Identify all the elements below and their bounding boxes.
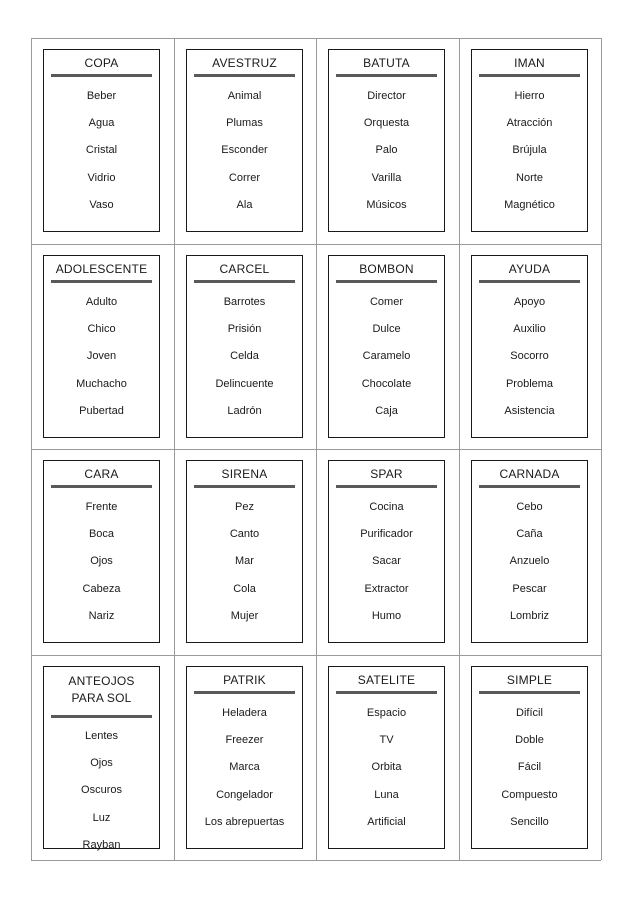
grid-row-line [31, 655, 601, 656]
card-title: SATELITE [357, 673, 416, 687]
title-underline [336, 74, 437, 77]
card-word: Extractor [364, 582, 409, 595]
card-word: Cristal [85, 144, 118, 157]
title-underline [194, 280, 295, 283]
title-underline [51, 280, 152, 283]
card [186, 255, 303, 438]
card-word-list [187, 500, 302, 636]
card [186, 666, 303, 849]
card-word-list [187, 295, 302, 431]
card-word: Lombriz [509, 609, 550, 622]
card-word: Caja [375, 404, 398, 417]
card-word: Director [367, 90, 406, 102]
card-word: Humo [371, 609, 402, 622]
card-word: Nariz [88, 609, 115, 622]
card-word: Sencillo [510, 815, 549, 828]
card-word: Mujer [230, 609, 259, 622]
card-word: Ladrón [227, 404, 262, 417]
card-word: Cebo [516, 501, 543, 513]
card-word: Chocolate [361, 377, 412, 390]
card-word: Hierro [514, 90, 545, 102]
card-word-list [187, 706, 302, 842]
card-word: Apoyo [513, 296, 546, 308]
card [43, 666, 160, 849]
card-title: SIRENA [221, 467, 268, 481]
card-title: AYUDA [508, 262, 551, 276]
card-word: Músicos [366, 198, 407, 211]
card-title: SPAR [370, 467, 403, 481]
card-word: Sacar [372, 555, 401, 568]
card-word: Vidrio [87, 171, 116, 184]
card-word: Doble [515, 734, 544, 747]
card-word: Animal [227, 90, 262, 102]
card-word-list [329, 295, 444, 431]
card-word: Freezer [225, 734, 264, 747]
card-title: BOMBON [359, 262, 414, 276]
grid-column-line [459, 38, 460, 860]
title-underline [51, 74, 152, 77]
card-title: ADOLESCENTE [55, 262, 148, 276]
card-word: Congelador [216, 788, 273, 801]
title-underline [479, 280, 580, 283]
card-word: Adulto [85, 296, 118, 308]
title-underline [51, 485, 152, 488]
title-underline [479, 74, 580, 77]
card-word-list [472, 295, 587, 431]
card-word-list [44, 295, 159, 431]
card-word: Correr [228, 171, 261, 184]
card-title: CARA [84, 467, 119, 481]
card-word: Problema [505, 377, 554, 390]
card-word: Orquesta [363, 117, 410, 130]
card-word: Beber [86, 90, 117, 102]
card [471, 460, 588, 643]
card-title: PATRIK [223, 673, 266, 687]
card-word: Heladera [222, 707, 267, 719]
card-title: AVESTRUZ [212, 56, 277, 70]
card-word: TV [379, 734, 394, 747]
card-word: Caramelo [362, 350, 411, 363]
card-word: Ala [236, 198, 253, 211]
card-word: Vaso [89, 198, 114, 211]
card-word-list [472, 706, 587, 842]
card-word: Purificador [360, 528, 413, 541]
card-word: Celda [230, 350, 259, 363]
card-word: Espacio [366, 707, 407, 719]
card-word: Caña [516, 528, 543, 541]
card-word-list [44, 729, 159, 865]
title-underline [336, 280, 437, 283]
title-underline [194, 74, 295, 77]
card [43, 460, 160, 643]
title-underline [336, 485, 437, 488]
card-word: Marca [229, 761, 260, 774]
card-word-list [472, 500, 587, 636]
card-word: Anzuelo [509, 555, 550, 568]
card-word: Varilla [371, 171, 402, 184]
card-title: COPA [84, 56, 119, 70]
card-word: Pescar [512, 582, 547, 595]
grid-column-line [601, 38, 602, 860]
card-word: Cola [233, 582, 256, 595]
title-underline [194, 485, 295, 488]
card-word: Barrotes [223, 296, 266, 308]
card-word: Prisión [227, 323, 262, 336]
card-word-list [472, 89, 587, 225]
card-word: Boca [88, 528, 115, 541]
title-underline [194, 691, 295, 694]
card-word: Magnético [504, 198, 555, 211]
card-word: Frente [85, 501, 118, 513]
card-title: CARNADA [499, 467, 560, 481]
card-word: Auxilio [513, 323, 546, 336]
card-word: Muchacho [76, 377, 127, 390]
card-word-list [187, 89, 302, 225]
card-word: Asistencia [504, 404, 555, 417]
card-word: Norte [516, 171, 543, 184]
title-underline [336, 691, 437, 694]
card-word: Fácil [517, 761, 542, 774]
card-word: Luz [92, 811, 111, 824]
card-word: Cocina [369, 501, 404, 513]
card [186, 49, 303, 232]
card [328, 460, 445, 643]
card-word: Esconder [221, 144, 268, 157]
card-word-list [44, 500, 159, 636]
card-word: Canto [229, 528, 260, 541]
card-word: Los abrepuertas [204, 815, 285, 828]
title-underline [51, 715, 152, 718]
card [186, 460, 303, 643]
card-word: Lentes [84, 730, 119, 742]
card-title: CARCEL [219, 262, 270, 276]
card-word: Socorro [510, 350, 549, 363]
card-word: Mar [235, 555, 254, 568]
card [328, 255, 445, 438]
card-word: Cabeza [82, 582, 121, 595]
card-word-list [329, 500, 444, 636]
card-word: Pubertad [79, 404, 124, 417]
title-underline [479, 691, 580, 694]
card-word: Compuesto [501, 788, 558, 801]
card-title: ANTEOJOS PARA SOL [68, 674, 135, 705]
grid-column-line [316, 38, 317, 860]
card-word: Rayban [82, 838, 121, 851]
card-word: Comer [369, 296, 403, 308]
card-word: Artificial [367, 815, 406, 828]
card-sheet [31, 38, 601, 860]
card-word: Brújula [512, 144, 547, 157]
card-word: Plumas [226, 117, 263, 130]
card-word: Difícil [516, 707, 543, 719]
card [471, 255, 588, 438]
card-word: Luna [374, 788, 399, 801]
card-word: Delincuente [215, 377, 274, 390]
card-word-list [329, 89, 444, 225]
card-word: Palo [375, 144, 398, 157]
card-word: Pez [235, 501, 254, 513]
card-word: Oscuros [81, 784, 122, 797]
card [43, 49, 160, 232]
card-word-list [44, 89, 159, 225]
card-word: Joven [86, 350, 117, 363]
card-word: Ojos [90, 757, 113, 770]
card-title: BATUTA [363, 56, 410, 70]
card [43, 255, 160, 438]
card-title: SIMPLE [506, 673, 553, 687]
card [328, 666, 445, 849]
card-word: Atracción [506, 117, 553, 130]
card-word-list [329, 706, 444, 842]
card [471, 666, 588, 849]
card-title: IMAN [514, 56, 545, 70]
title-underline [479, 485, 580, 488]
card [471, 49, 588, 232]
card-word: Orbita [371, 761, 402, 774]
card-word: Agua [88, 117, 115, 130]
card-word: Ojos [90, 555, 113, 568]
card [328, 49, 445, 232]
card-word: Dulce [372, 323, 401, 336]
card-word: Chico [87, 323, 116, 336]
